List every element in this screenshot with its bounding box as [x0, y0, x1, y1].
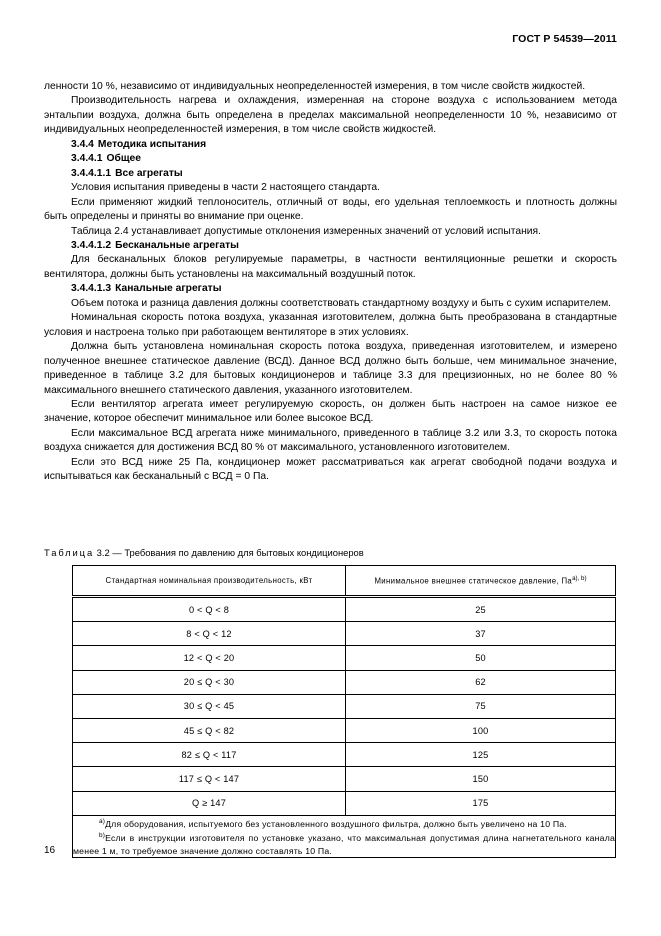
- table-body: [73, 597, 616, 858]
- section-title: Все агрегаты: [115, 167, 183, 179]
- table-row: [73, 791, 616, 815]
- paragraph: Номинальная скорость потока воздуха, указанная изготовителем, должна быть преобразована в стандартные условия и настроена только при работающем вентиляторе в этих условиях.: [44, 312, 617, 338]
- table-caption-dash: —: [112, 547, 122, 558]
- table-caption-number: 3.2: [96, 547, 110, 558]
- footnote-a-text: Для оборудования, испытуемого без установленного воздушного фильтра, должно быть увеличено на 10 Па.: [105, 818, 567, 829]
- cell-capacity: Q ≥ 147: [73, 791, 346, 815]
- cell-capacity: 0 < Q < 8: [73, 597, 346, 622]
- cell-pressure: 125: [346, 743, 616, 767]
- page-number: 16: [44, 845, 56, 856]
- cell-capacity: 117 ≤ Q < 147: [73, 767, 346, 791]
- footnote-b-marker: b): [99, 832, 106, 840]
- section-heading-3-4-4: [44, 138, 617, 152]
- paragraph: Объем потока и разница давления должны соответствовать стандартному воздуху и быть с сухим испарителем.: [71, 297, 612, 309]
- cell-capacity: 45 ≤ Q < 82: [73, 718, 346, 742]
- cell-capacity: 82 ≤ Q < 117: [73, 743, 346, 767]
- column-header-pressure: [346, 566, 616, 597]
- table-caption-title: Требования по давлению для бытовых кондиционеров: [124, 547, 364, 558]
- cell-pressure: 100: [346, 718, 616, 742]
- paragraph: ленности 10 %, независимо от индивидуальных неопределенностей измерения, в том числе свойств жидкостей.: [44, 81, 586, 92]
- section-title: Канальные агрегаты: [115, 283, 222, 295]
- table-row: [73, 767, 616, 791]
- pressure-requirements-table: [72, 565, 615, 858]
- paragraph: Должна быть установлена номинальная скорость потока воздуха, приведенная изготовителем, и измерено полученное внешнее статическое давление (ВСД). Данное ВСД должно быть больше, чем минимальное значение, приведенное в таблице 3.2 для бытовых кондиционеров и таблице 3.3 для прецизионных, но не более 80 % максимального внешнего статического давления, указанного изготовителем.: [44, 341, 617, 396]
- running-head: ГОСТ Р 54539—2011: [512, 33, 617, 45]
- cell-capacity: 8 < Q < 12: [73, 622, 346, 646]
- paragraph: Если применяют жидкий теплоноситель, отличный от воды, его удельная теплоемкость и плотность должны быть определены и приняты во внимание при оценке.: [44, 196, 617, 223]
- paragraph: Таблица 2.4 устанавливает допустимые отклонения измеренных значений от условий испытания.: [71, 225, 541, 237]
- section-title: Методика испытания: [97, 138, 207, 150]
- paragraph: Если максимальное ВСД агрегата ниже минимального, приведенного в таблице 3.2 или 3.3, то скорость потока воздуха снижается для достижения ВСД 80 % от максимального, установленного изготовителем.: [44, 427, 617, 454]
- section-title: Бесканальные агрегаты: [115, 239, 239, 251]
- table-caption: [44, 546, 364, 559]
- table-row: [73, 646, 616, 670]
- table-row: [73, 694, 616, 718]
- cell-pressure: 37: [346, 622, 616, 646]
- footnote-a-marker: a): [99, 817, 106, 825]
- table-caption-label: Таблица: [44, 547, 95, 558]
- table-row: [73, 743, 616, 767]
- cell-pressure: 150: [346, 767, 616, 791]
- section-heading-3-4-4-1-2: [44, 239, 617, 253]
- section-number: 3.4.4.1.3: [71, 283, 112, 295]
- paragraph: Если это ВСД ниже 25 Па, кондиционер может рассматриваться как агрегат свободной подачи воздуха и испытываться как бесканальный с ВСД = 0 Па.: [44, 456, 617, 483]
- table-row: [73, 597, 616, 622]
- section-number: 3.4.4: [71, 138, 94, 150]
- paragraph: Производительность нагрева и охлаждения, измеренная на стороне воздуха с использованием метода энтальпии воздуха, должна быть определена в пределах максимальной неопределенности 10 %, независимо от индивидуальных неопределенностей измерения, в том числе свойств жидкостей.: [44, 95, 617, 136]
- cell-capacity: 30 ≤ Q < 45: [73, 694, 346, 718]
- cell-capacity: 20 ≤ Q < 30: [73, 670, 346, 694]
- section-title: Общее: [106, 153, 142, 165]
- table-row: [73, 670, 616, 694]
- paragraph: Если вентилятор агрегата имеет регулируемую скорость, он должен быть настроен на самое низкое ее значение, которое обеспечит минимальное или более высокое ВСД.: [44, 398, 617, 425]
- footnote-a: [73, 816, 615, 830]
- section-heading-3-4-4-1-1: [44, 167, 617, 181]
- cell-pressure: 175: [346, 791, 616, 815]
- cell-pressure: 50: [346, 646, 616, 670]
- table-footnotes-row: [73, 815, 616, 858]
- table-row: [73, 622, 616, 646]
- table-row: [73, 718, 616, 742]
- column-header-capacity-label: Стандартная номинальная производительность, кВт: [105, 575, 313, 585]
- section-number: 3.4.4.1.2: [71, 239, 112, 251]
- table-header-row: [73, 566, 616, 597]
- paragraph: Условия испытания приведены в части 2 настоящего стандарта.: [71, 182, 380, 194]
- section-heading-3-4-4-1: [44, 152, 617, 166]
- table-footnotes: [73, 815, 616, 858]
- section-heading-3-4-4-1-3: [44, 282, 617, 296]
- cell-pressure: 62: [346, 670, 616, 694]
- column-header-capacity: [73, 566, 346, 597]
- section-number: 3.4.4.1: [71, 153, 103, 165]
- paragraph: Для бесканальных блоков регулируемые параметры, в частности вентиляционные решетки и скорость вентилятора, должны быть установлены на максимальный воздушный поток.: [44, 254, 617, 280]
- cell-capacity: 12 < Q < 20: [73, 646, 346, 670]
- column-header-pressure-label: Минимальное внешнее статическое давление, Па: [374, 576, 573, 586]
- footnote-b-text: Если в инструкции изготовителя по установке указано, что максимальная допустимая длина нагнетательного канала менее 1 м, то требуемое значение должно составлять 10 Па.: [73, 833, 615, 856]
- cell-pressure: 25: [346, 597, 616, 622]
- page-body: [44, 80, 617, 485]
- footnote-marker: a), b): [572, 575, 587, 583]
- cell-pressure: 75: [346, 694, 616, 718]
- footnote-b: [73, 830, 615, 857]
- section-number: 3.4.4.1.1: [71, 167, 112, 179]
